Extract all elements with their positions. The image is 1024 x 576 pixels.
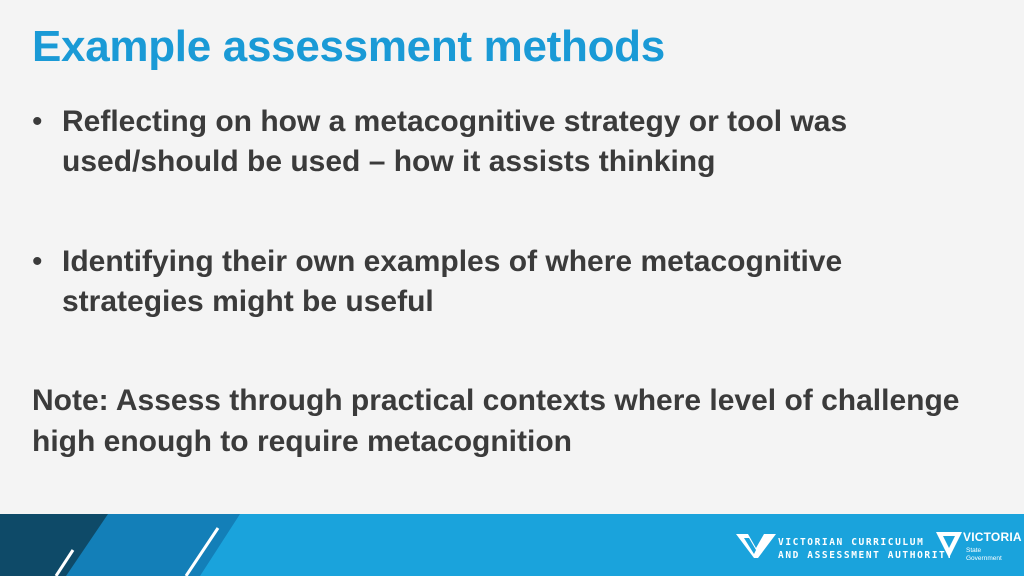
- victoria-wordmark: VICTORIA: [963, 530, 1022, 544]
- footer-band: [0, 514, 1024, 576]
- vcaa-line-1: VICTORIAN CURRICULUM: [778, 537, 925, 548]
- bullet-item: [32, 102, 982, 182]
- bullet-marker: •: [32, 105, 43, 138]
- slide-title: Example assessment methods: [32, 22, 665, 71]
- vic-sub-line-2: Government: [966, 555, 1002, 562]
- footer-stripes: [0, 514, 300, 576]
- vic-sub-line-1: State: [966, 547, 982, 554]
- vcaa-logo-text: [778, 536, 954, 562]
- bullet-item: [32, 242, 982, 322]
- vcaa-logo-icon: [736, 532, 776, 558]
- victoria-triangle-logo-icon: [936, 528, 966, 564]
- victoria-state-government: [966, 547, 1002, 563]
- bullet-text: Identifying their own examples of where metacognitive strategies might be useful: [62, 245, 843, 318]
- vcaa-line-2: AND ASSESSMENT AUTHORITY: [778, 550, 954, 561]
- bullet-marker: •: [32, 245, 43, 278]
- note-text: Note: Assess through practical contexts where level of challenge high enough to require metacognition: [32, 384, 960, 458]
- bullet-text: Reflecting on how a metacognitive strategy or tool was used/should be used – how it assists thinking: [62, 105, 848, 178]
